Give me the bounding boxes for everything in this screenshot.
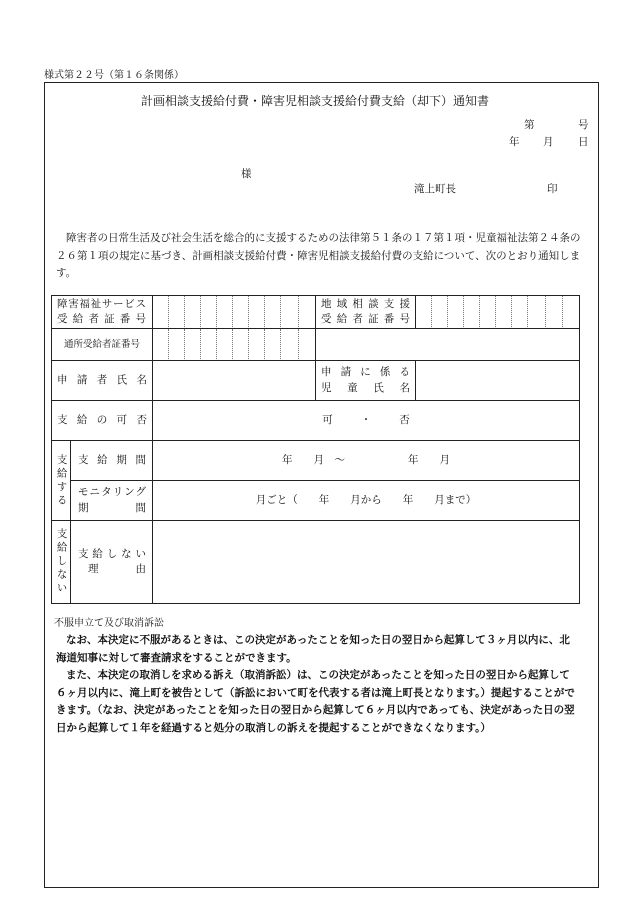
- welfare-label-line1: 障害福祉サービス: [57, 297, 146, 310]
- date-year: 年: [509, 136, 520, 148]
- digit-divider: [298, 329, 299, 359]
- notice-body: [56, 632, 578, 737]
- daycare-number-label: [52, 329, 152, 360]
- digit-divider: [232, 329, 233, 359]
- digit-divider: [479, 296, 480, 327]
- period-value-text: 年 月 〜 年 月: [282, 453, 450, 466]
- period-label-text: 支給期間: [78, 453, 146, 466]
- table-line: [415, 360, 416, 400]
- monitoring-value-text: 月ごと（ 年 月から 年 月まで）: [255, 493, 477, 506]
- number-suffix: 号: [578, 119, 589, 131]
- digit-divider: [447, 296, 448, 327]
- not-provide-group-label: [52, 521, 70, 603]
- notice-heading: 不服申立て及び取消訴訟: [54, 618, 164, 629]
- community-support-number-label: [321, 296, 410, 328]
- monitoring-period-label: [78, 481, 146, 520]
- digit-divider: [168, 296, 169, 327]
- addressee-suffix: 様: [241, 168, 252, 180]
- approval-separator: ・: [360, 413, 372, 426]
- document-title: 計画相談支援給付費・障害児相談支援給付費支給（却下）通知書: [140, 94, 489, 108]
- digit-divider: [200, 329, 201, 359]
- period-value: [153, 441, 579, 480]
- community-label-line2: 受給者証番号: [321, 313, 410, 325]
- welfare-service-number-label: [57, 296, 146, 328]
- applicant-name-label: [57, 361, 147, 400]
- form-number: 様式第２２号（第１６条関係）: [44, 70, 184, 81]
- digit-divider: [216, 329, 217, 359]
- approval-options: [153, 401, 579, 440]
- digit-divider: [184, 329, 185, 359]
- digit-divider: [545, 296, 546, 327]
- date-month: 月: [543, 136, 554, 148]
- monitoring-period-value: [153, 481, 579, 520]
- digit-divider: [562, 296, 563, 327]
- digit-divider: [248, 296, 249, 327]
- reason-label-line2: 理由: [88, 563, 146, 575]
- approval-yes: 可: [322, 413, 333, 426]
- notice-paragraph-2: また、本決定の取消しを求める訴え（取消訴訟）は、この決定があったことを知った日の翌日から起算して６ヶ月以内に、滝上町を被告として（訴訟において町を代表する者は滝上町長となります。）提起することができます。（なお、決定があったことを知った日の翌日から起算して６ヶ月以内であっても、決定があった日の翌日から起算して１年を経過すると処分の取消しの訴えを提起することができなくなります。）: [56, 669, 575, 734]
- table-line: [51, 603, 580, 604]
- digit-divider: [248, 329, 249, 359]
- table-line: [579, 295, 580, 603]
- table-line: [315, 360, 316, 400]
- reason-label-line1: 支給しない: [78, 547, 146, 560]
- seal-mark: 印: [547, 183, 558, 195]
- digit-divider: [298, 296, 299, 327]
- applicant-label-text: 申請者氏名: [57, 373, 147, 386]
- digit-divider: [280, 296, 281, 327]
- digit-divider: [200, 296, 201, 327]
- daycare-label-text: 通所受給者証番号: [63, 338, 140, 350]
- digit-divider: [184, 296, 185, 327]
- date-day: 日: [578, 136, 589, 148]
- child-name-label: [321, 361, 410, 400]
- monitoring-label-line1: モニタリング: [78, 486, 146, 499]
- provide-group-label: [52, 441, 70, 520]
- digit-divider: [495, 296, 496, 327]
- digit-divider: [280, 329, 281, 359]
- digit-divider: [232, 296, 233, 327]
- approval-label-text: 支給の可否: [57, 413, 147, 426]
- table-line: [315, 295, 316, 360]
- number-prefix: 第: [524, 119, 535, 131]
- digit-divider: [264, 329, 265, 359]
- child-label-line2: 児童氏名: [321, 381, 410, 394]
- period-label: [78, 441, 146, 480]
- reason-label: [78, 521, 146, 603]
- issuer-name: 滝上町長: [414, 183, 456, 195]
- digit-divider: [216, 296, 217, 327]
- digit-divider: [463, 296, 464, 327]
- approval-label: [57, 401, 147, 440]
- community-label-line1: 地域相談支援: [321, 297, 410, 310]
- notice-paragraph-1: なお、本決定に不服があるときは、この決定があったことを知った日の翌日から起算して３ヶ月以内に、北海道知事に対して審査請求をすることができます。: [56, 634, 570, 664]
- child-label-line1: 申請に係る: [321, 366, 410, 379]
- not-provide-group-text: 支給しない: [55, 528, 68, 596]
- approval-no: 否: [399, 413, 410, 426]
- table-line: [70, 440, 71, 603]
- digit-divider: [511, 296, 512, 327]
- intro-paragraph: 障害者の日常生活及び社会生活を総合的に支援するための法律第５１条の１７第１項・児童福祉法第２４条の２６第１項の規定に基づき、計画相談支援給付費・障害児相談支援給付費の支給について、次のとおり通知します。: [56, 232, 581, 279]
- digit-divider: [527, 296, 528, 327]
- welfare-label-line2: 受給者証番号: [57, 313, 146, 325]
- monitoring-label-line2: 期間: [78, 501, 146, 514]
- digit-divider: [168, 329, 169, 359]
- provide-group-text: 支給する: [55, 453, 68, 508]
- table-line: [415, 295, 416, 328]
- digit-divider: [431, 296, 432, 327]
- digit-divider: [264, 296, 265, 327]
